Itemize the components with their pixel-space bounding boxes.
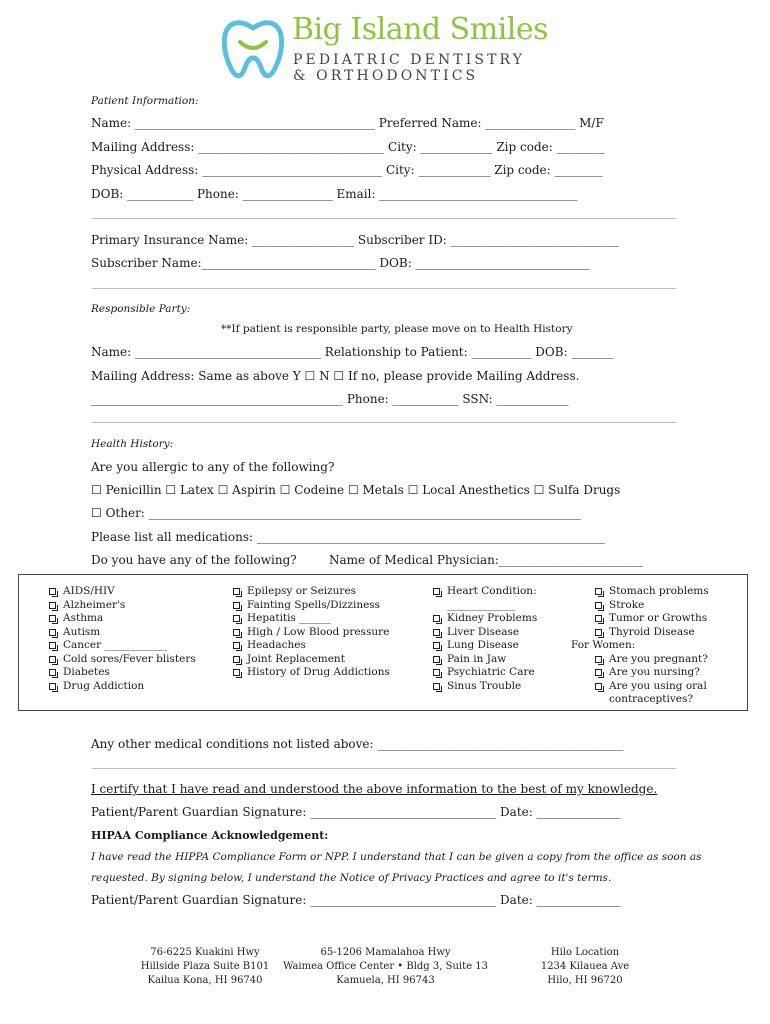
responsible-phone-line[interactable]: __________________________________________ Phone: ___________ SSN: ____________ bbox=[91, 392, 569, 406]
condition-item[interactable]: Headaches bbox=[233, 639, 390, 653]
physical-address-line[interactable]: Physical Address: ______________________________ City: ____________ Zip code: ________ bbox=[91, 163, 603, 177]
checkbox-icon[interactable] bbox=[433, 669, 440, 676]
checkbox-icon[interactable] bbox=[433, 656, 440, 663]
condition-item[interactable]: Lung Disease bbox=[433, 639, 537, 653]
condition-item[interactable]: Joint Replacement bbox=[233, 653, 390, 667]
condition-item[interactable]: History of Drug Addictions bbox=[233, 666, 390, 680]
allergy-other-line[interactable]: ☐ Other: ________________________________________________________________________ bbox=[91, 506, 581, 520]
checkbox-icon[interactable] bbox=[233, 588, 240, 595]
conditions-column-3 bbox=[433, 585, 537, 693]
divider bbox=[92, 218, 676, 219]
checkbox-icon[interactable] bbox=[595, 615, 602, 622]
checkbox-icon[interactable] bbox=[49, 588, 56, 595]
conditions-column-4 bbox=[571, 585, 709, 707]
responsible-name-line[interactable]: Name: _______________________________ Relationship to Patient: __________ DOB: _______ bbox=[91, 345, 614, 359]
signature-line-1[interactable]: Patient/Parent Guardian Signature: _______________________________ Date: ______________ bbox=[91, 805, 621, 819]
condition-item[interactable]: Psychiatric Care bbox=[433, 666, 537, 680]
divider bbox=[92, 422, 676, 423]
condition-item[interactable]: Pain in Jaw bbox=[433, 653, 537, 667]
insurance-line[interactable]: Primary Insurance Name: _________________ Subscriber ID: ____________________________ bbox=[91, 233, 619, 247]
responsible-address-line[interactable]: Mailing Address: Same as above Y ☐ N ☐ If no, please provide Mailing Address. bbox=[91, 369, 580, 383]
subscriber-line[interactable]: Subscriber Name:_____________________________ DOB: _____________________________ bbox=[91, 256, 590, 270]
footer-location-hilo: Hilo Location 1234 Kilauea Ave Hilo, HI 96720 bbox=[540, 947, 630, 986]
conditions-question: Do you have any of the following? bbox=[91, 553, 297, 567]
responsible-party-heading: Responsible Party: bbox=[91, 303, 191, 315]
checkbox-icon[interactable] bbox=[433, 642, 440, 649]
patient-info-heading: Patient Information: bbox=[91, 95, 199, 107]
condition-item[interactable]: Drug Addiction bbox=[49, 680, 196, 694]
condition-item[interactable]: Thyroid Disease bbox=[595, 626, 709, 640]
heart-condition-blank[interactable]: _____________ bbox=[447, 598, 516, 611]
checkbox-icon[interactable] bbox=[433, 629, 440, 636]
brand-name: Big Island Smiles bbox=[292, 12, 549, 47]
checkbox-icon[interactable] bbox=[49, 683, 56, 690]
tooth-logo-icon bbox=[218, 14, 288, 84]
divider bbox=[92, 288, 676, 289]
footer-location-waimea: 65-1206 Mamalahoa Hwy Waimea Office Center • Bldg 3, Suite 13 Kamuela, HI 96743 bbox=[283, 947, 488, 986]
hipaa-heading: HIPAA Compliance Acknowledgement: bbox=[91, 829, 329, 842]
physician-line[interactable]: Name of Medical Physician:________________________ bbox=[329, 553, 643, 567]
checkbox-icon[interactable] bbox=[49, 615, 56, 622]
conditions-column-2 bbox=[233, 585, 390, 680]
signature-line-2[interactable]: Patient/Parent Guardian Signature: _______________________________ Date: ______________ bbox=[91, 893, 621, 907]
hipaa-text-2: requested. By signing below, I understand the Notice of Privacy Practices and agree to it's terms. bbox=[91, 872, 612, 884]
checkbox-icon[interactable] bbox=[595, 669, 602, 676]
condition-item[interactable]: Are you nursing? bbox=[595, 666, 709, 680]
responsible-party-note: **If patient is responsible party, please move on to Health History bbox=[221, 323, 573, 335]
checkbox-icon[interactable] bbox=[49, 629, 56, 636]
footer-location-kona: 76-6225 Kuakini Hwy Hillside Plaza Suite B101 Kailua Kona, HI 96740 bbox=[140, 947, 270, 986]
allergy-question: Are you allergic to any of the following? bbox=[91, 460, 335, 474]
checkbox-icon[interactable] bbox=[595, 683, 602, 690]
patient-name-line[interactable]: Name: ________________________________________ Preferred Name: _______________ M/F bbox=[91, 116, 604, 130]
condition-item[interactable]: Sinus Trouble bbox=[433, 680, 537, 694]
certification-statement: I certify that I have read and understood the above information to the best of my knowledge. bbox=[91, 782, 658, 796]
for-women-label: For Women: bbox=[571, 639, 636, 651]
checkbox-icon[interactable] bbox=[595, 588, 602, 595]
dob-phone-email-line[interactable]: DOB: ___________ Phone: _______________ Email: _________________________________ bbox=[91, 187, 578, 201]
checkbox-icon[interactable] bbox=[595, 602, 602, 609]
condition-item[interactable]: Diabetes bbox=[49, 666, 196, 680]
condition-item[interactable]: Heart Condition: bbox=[433, 585, 537, 599]
checkbox-icon[interactable] bbox=[595, 629, 602, 636]
condition-item[interactable]: Fainting Spells/Dizziness bbox=[233, 599, 390, 613]
conditions-column-1 bbox=[49, 585, 196, 693]
checkbox-icon[interactable] bbox=[49, 642, 56, 649]
condition-item[interactable]: Alzheimer's bbox=[49, 599, 196, 613]
checkbox-icon[interactable] bbox=[49, 602, 56, 609]
condition-item[interactable]: Tumor or Growths bbox=[595, 612, 709, 626]
checkbox-icon[interactable] bbox=[233, 615, 240, 622]
checkbox-icon[interactable] bbox=[233, 629, 240, 636]
condition-item[interactable]: Stroke bbox=[595, 599, 709, 613]
checkbox-icon[interactable] bbox=[233, 669, 240, 676]
other-conditions-line[interactable]: Any other medical conditions not listed above: _________________________________________ bbox=[91, 737, 624, 751]
allergy-options[interactable]: ☐ Penicillin ☐ Latex ☐ Aspirin ☐ Codeine ☐ Metals ☐ Local Anesthetics ☐ Sulfa Drugs bbox=[91, 483, 621, 497]
checkbox-icon[interactable] bbox=[433, 683, 440, 690]
condition-item[interactable]: Are you using oral bbox=[595, 680, 709, 694]
brand-subtitle-2: & ORTHODONTICS bbox=[293, 68, 479, 84]
health-history-heading: Health History: bbox=[91, 438, 174, 450]
hipaa-text-1: I have read the HIPPA Compliance Form or NPP. I understand that I can be given a copy from the office as soon as bbox=[91, 851, 702, 863]
condition-item[interactable]: Kidney Problems bbox=[433, 612, 537, 626]
condition-item[interactable]: Hepatitis ______ bbox=[233, 612, 390, 626]
condition-item[interactable]: Are you pregnant? bbox=[595, 653, 709, 667]
checkbox-icon[interactable] bbox=[433, 588, 440, 595]
brand-subtitle: PEDIATRIC DENTISTRY bbox=[293, 52, 526, 68]
condition-item[interactable]: AIDS/HIV bbox=[49, 585, 196, 599]
condition-item[interactable]: Autism bbox=[49, 626, 196, 640]
checkbox-icon[interactable] bbox=[233, 602, 240, 609]
condition-item[interactable]: Stomach problems bbox=[595, 585, 709, 599]
condition-item[interactable]: Cancer ____________ bbox=[49, 639, 196, 653]
mailing-address-line[interactable]: Mailing Address: _______________________________ City: ____________ Zip code: ________ bbox=[91, 140, 605, 154]
condition-item[interactable]: High / Low Blood pressure bbox=[233, 626, 390, 640]
checkbox-icon[interactable] bbox=[233, 656, 240, 663]
checkbox-icon[interactable] bbox=[233, 642, 240, 649]
condition-item-continued: contraceptives? bbox=[609, 693, 694, 705]
condition-item[interactable]: Liver Disease bbox=[433, 626, 537, 640]
medications-line[interactable]: Please list all medications: __________________________________________________________ bbox=[91, 530, 605, 544]
conditions-checklist bbox=[18, 574, 748, 711]
checkbox-icon[interactable] bbox=[595, 656, 602, 663]
condition-item[interactable]: Cold sores/Fever blisters bbox=[49, 653, 196, 667]
checkbox-icon[interactable] bbox=[433, 615, 440, 622]
divider bbox=[92, 768, 676, 769]
checkbox-icon[interactable] bbox=[49, 669, 56, 676]
checkbox-icon[interactable] bbox=[49, 656, 56, 663]
condition-item[interactable]: Asthma bbox=[49, 612, 196, 626]
condition-item[interactable]: Epilepsy or Seizures bbox=[233, 585, 390, 599]
